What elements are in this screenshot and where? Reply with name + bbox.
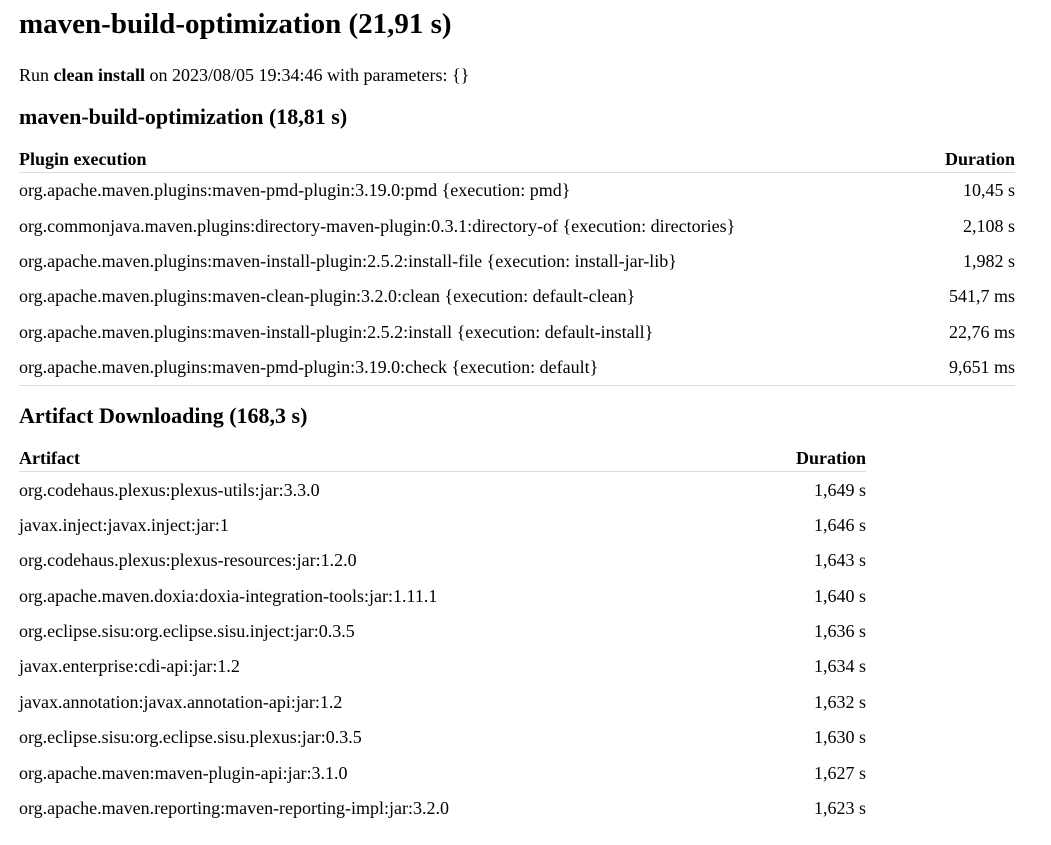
artifact-name: org.apache.maven.doxia:doxia-integration-tools:jar:1.11.1 [19, 585, 438, 606]
artifact-duration: 1,640 s [813, 585, 866, 606]
duration-column-header: Duration [926, 147, 1015, 173]
page-title: maven-build-optimization (21,91 s) [19, 8, 452, 40]
duration-column-header: Duration [747, 446, 866, 472]
artifact-heading: Artifact Downloading (168,3 s) [19, 403, 308, 429]
table-row [19, 279, 1015, 314]
plugin-duration: 9,651 ms [948, 357, 1015, 378]
table-row [19, 508, 866, 543]
plugin-duration: 2,108 s [962, 215, 1015, 236]
artifact-download-table [19, 446, 866, 826]
plugin-name: org.apache.maven.plugins:maven-pmd-plugin:3.19.0:pmd {execution: pmd} [19, 180, 571, 201]
artifact-column-header: Artifact [19, 446, 747, 472]
artifact-table-header [19, 446, 866, 472]
artifact-name: org.codehaus.plexus:plexus-utils:jar:3.3.0 [19, 479, 320, 500]
artifact-name: javax.enterprise:cdi-api:jar:1.2 [19, 656, 240, 677]
plugin-name: org.apache.maven.plugins:maven-install-plugin:2.5.2:install-file {execution: install-jar-lib} [19, 250, 677, 271]
table-row [19, 315, 1015, 350]
artifact-name: org.eclipse.sisu:org.eclipse.sisu.inject:jar:0.3.5 [19, 621, 355, 642]
plugin-name: org.apache.maven.plugins:maven-clean-plugin:3.2.0:clean {execution: default-clean} [19, 286, 636, 307]
run-goals: clean install [53, 65, 146, 85]
artifact-duration: 1,646 s [813, 514, 866, 535]
plugin-table-header [19, 147, 1015, 173]
table-row [19, 685, 866, 720]
run-details: on 2023/08/05 19:34:46 with parameters: [149, 65, 448, 85]
artifact-name: org.apache.maven:maven-plugin-api:jar:3.1.0 [19, 762, 348, 783]
plugin-name: org.commonjava.maven.plugins:directory-maven-plugin:0.3.1:directory-of {execution: directories} [19, 215, 736, 236]
table-row [19, 350, 1015, 386]
artifact-duration: 1,632 s [813, 691, 866, 712]
artifact-name: org.eclipse.sisu:org.eclipse.sisu.plexus:jar:0.3.5 [19, 727, 362, 748]
table-row [19, 720, 866, 755]
table-row [19, 472, 866, 508]
artifact-duration: 1,634 s [813, 656, 866, 677]
plugin-name: org.apache.maven.plugins:maven-install-plugin:2.5.2:install {execution: default-install} [19, 321, 654, 342]
plugin-duration: 1,982 s [962, 250, 1015, 271]
artifact-name: org.apache.maven.reporting:maven-reporting-impl:jar:3.2.0 [19, 798, 450, 819]
table-row [19, 649, 866, 684]
artifact-duration: 1,636 s [813, 621, 866, 642]
artifact-name: org.codehaus.plexus:plexus-resources:jar:1.2.0 [19, 550, 357, 571]
plugin-duration: 10,45 s [962, 180, 1015, 201]
artifact-duration: 1,627 s [813, 762, 866, 783]
plugin-column-header: Plugin execution [19, 147, 926, 173]
artifact-duration: 1,649 s [813, 479, 866, 500]
table-row [19, 173, 1015, 209]
run-summary [19, 63, 1032, 87]
plugin-duration: 22,76 ms [948, 321, 1015, 342]
plugin-duration: 541,7 ms [948, 286, 1015, 307]
artifact-name: javax.annotation:javax.annotation-api:jar:1.2 [19, 691, 343, 712]
artifact-duration: 1,623 s [813, 798, 866, 819]
table-row [19, 579, 866, 614]
plugin-name: org.apache.maven.plugins:maven-pmd-plugin:3.19.0:check {execution: default} [19, 357, 599, 378]
table-row [19, 755, 866, 790]
project-heading: maven-build-optimization (18,81 s) [19, 104, 348, 129]
artifact-name: javax.inject:javax.inject:jar:1 [19, 514, 229, 535]
run-prefix: Run [19, 65, 50, 85]
table-row [19, 244, 1015, 279]
artifact-duration: 1,630 s [813, 727, 866, 748]
table-row [19, 791, 866, 826]
plugin-execution-table [19, 147, 1015, 386]
run-parameters: {} [452, 65, 470, 85]
artifact-duration: 1,643 s [813, 550, 866, 571]
table-row [19, 208, 1015, 243]
table-row [19, 543, 866, 578]
table-row [19, 614, 866, 649]
